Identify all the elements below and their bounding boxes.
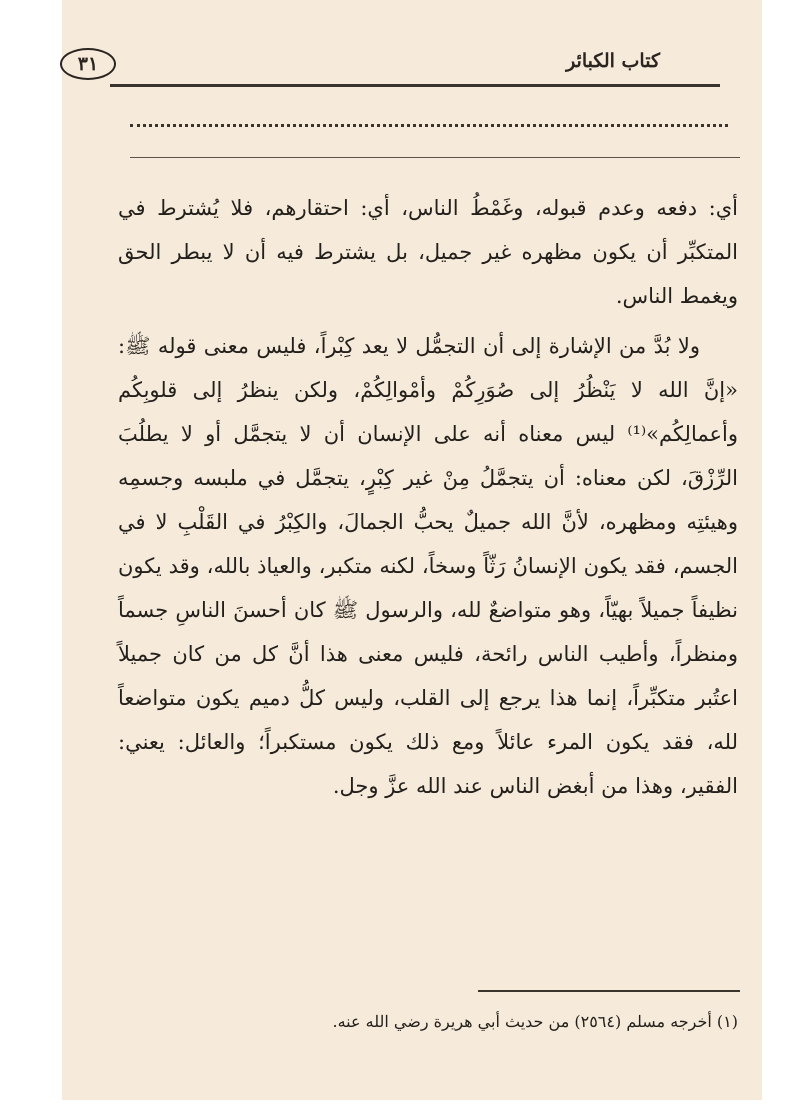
page-header <box>58 48 660 88</box>
body-text <box>118 186 738 808</box>
footnote-rule <box>478 990 740 992</box>
header-rule <box>110 84 720 87</box>
dotted-divider <box>130 114 728 127</box>
paragraph: أي: دفعه وعدم قبوله، وغَمْطُ الناس، أي: احتقارهم، فلا يُشترط في المتكبِّر أن يكون مظهره غير جميل، بل يشترط فيه أن لا يبطر الحق ويغمط الناس. <box>118 196 738 308</box>
paragraph: ولا بُدَّ من الإشارة إلى أن التجمُّل لا يعد كِبْراً، فليس معنى قوله ﷺ: «إنَّ الله لا يَنْظُرُ إلى صُوَرِكُمْ وأمْوالِكُمْ، ولكن ينظرُ إلى قلوبِكُم وأعمالِكُم»⁽¹⁾ ليس معناه أنه على الإنسان أن لا يتجمَّل أو لا يطلُبَ الرِّزْقَ، لكن معناه: أن يتجمَّلُ مِنْ غير كِبْرٍ، يتجمَّل في ملبسه وجسمِه وهيئتِه ومظهره، لأنَّ الله جميلٌ يحبُّ الجمالَ، والكِبْرُ في القَلْبِ لا في الجسم، فقد يكون الإنسانُ رَثّاً وسخاً، لكنه متكبر، والعياذ بالله، وقد يكون نظيفاً جميلاً بهيّاً، وهو متواضعٌ لله، والرسول ﷺ كان أحسنَ الناسِ جسماً ومنظراً، وأطيب الناس رائحة، فليس معنى هذا أنَّ كل من كان جميلاً اعتُبر متكبِّراً، إنما هذا يرجع إلى القلب، وليس كلُّ دميم يكون متواضعاً لله، فقد يكون المرء عائلاً ومع ذلك يكون مستكبراً؛ والعائل: يعني: الفقير، وهذا من أبغض الناس عند الله عزَّ وجل. <box>118 334 738 798</box>
footnote: (١) أخرجه مسلم (٢٥٦٤) من حديث أبي هريرة رضي الله عنه. <box>332 1012 738 1031</box>
running-title: كتاب الكبائر <box>566 50 660 72</box>
page-number: ٣١ <box>60 48 116 80</box>
section-rule <box>130 157 740 158</box>
